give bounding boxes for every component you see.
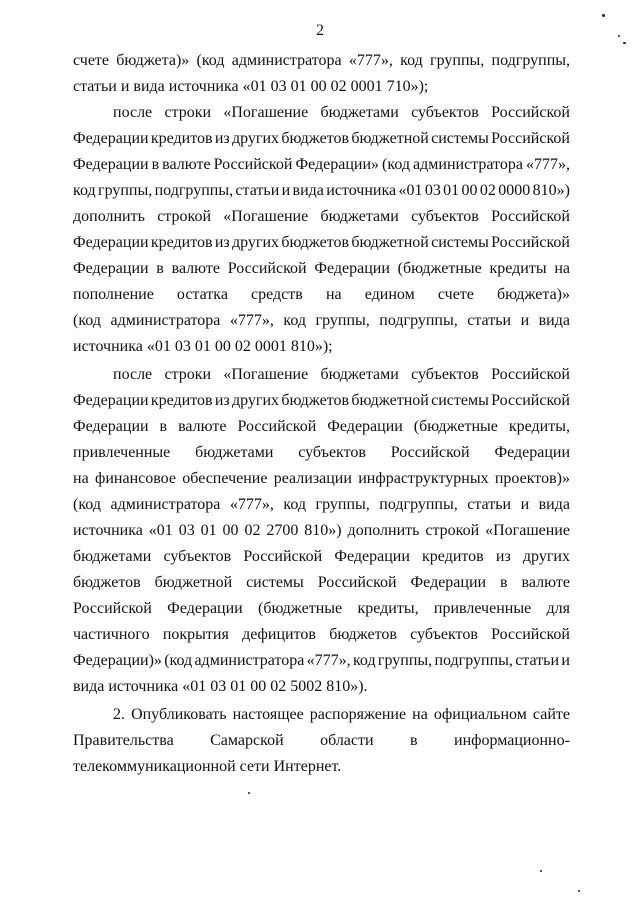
scan-speck (618, 35, 620, 37)
text-line: 2. Опубликовать настоящее распоряжение на официальном сайте (113, 706, 570, 723)
text-line: после строки «Погашение бюджетами субъектов Российской (113, 104, 570, 121)
scan-speck (540, 870, 542, 872)
text-line: Федерации в валюте Российской Федерации (бюджетные кредиты на (73, 260, 570, 277)
scan-speck (623, 42, 626, 44)
text-line: дополнить строкой «Погашение бюджетами субъектов Российской (73, 208, 570, 225)
text-line: Федерации)» (код администратора «777», код группы, подгруппы, статьи и (73, 652, 570, 669)
text-line: Федерации в валюте Российской Федерации (бюджетные кредиты, (73, 418, 570, 435)
text-line: телекоммуникационной сети Интернет. (73, 758, 342, 775)
page-number: 2 (316, 22, 324, 39)
text-line: Федерации в валюте Российской Федерации» (код администратора «777», (73, 156, 570, 173)
text-line: Правительства Самарской области в информационно- (73, 732, 570, 749)
text-line: статьи и вида источника «01 03 01 00 02 0001 710»); (73, 78, 429, 95)
text-line: привлеченные бюджетами субъектов Российской Федерации (73, 444, 570, 461)
text-line: после строки «Погашение бюджетами субъектов Российской (113, 366, 570, 383)
text-line: Российской Федерации (бюджетные кредиты, привлеченные для (73, 600, 570, 617)
text-line: Федерации кредитов из других бюджетов бюджетной системы Российской (73, 234, 570, 251)
text-line: бюджетов бюджетной системы Российской Федерации в валюте (73, 574, 570, 591)
scan-speck (602, 14, 605, 17)
scan-speck (248, 792, 250, 794)
text-line: счете бюджета)» (код администратора «777», код группы, подгруппы, (73, 52, 570, 69)
text-line: Федерации кредитов из других бюджетов бюджетной системы Российской (73, 392, 570, 409)
text-line: частичного покрытия дефицитов бюджетов субъектов Российской (73, 626, 570, 643)
text-line: Федерации кредитов из других бюджетов бюджетной системы Российской (73, 130, 570, 147)
text-line: бюджетами субъектов Российской Федерации кредитов из других (73, 548, 570, 565)
scan-speck (578, 890, 580, 892)
text-line: (код администратора «777», код группы, подгруппы, статьи и вида (73, 496, 570, 513)
text-line: код группы, подгруппы, статьи и вида источника «01 03 01 00 02 0000 810») (73, 182, 570, 199)
text-line: вида источника «01 03 01 00 02 5002 810»). (73, 678, 368, 695)
text-line: источника «01 03 01 00 02 0001 810»); (73, 338, 333, 355)
text-line: на финансовое обеспечение реализации инфраструктурных проектов)» (73, 470, 570, 487)
text-line: источника «01 03 01 00 02 2700 810») дополнить строкой «Погашение (73, 522, 570, 539)
text-line: пополнение остатка средств на едином счете бюджета)» (73, 286, 570, 303)
text-line: (код администратора «777», код группы, подгруппы, статьи и вида (73, 312, 570, 329)
